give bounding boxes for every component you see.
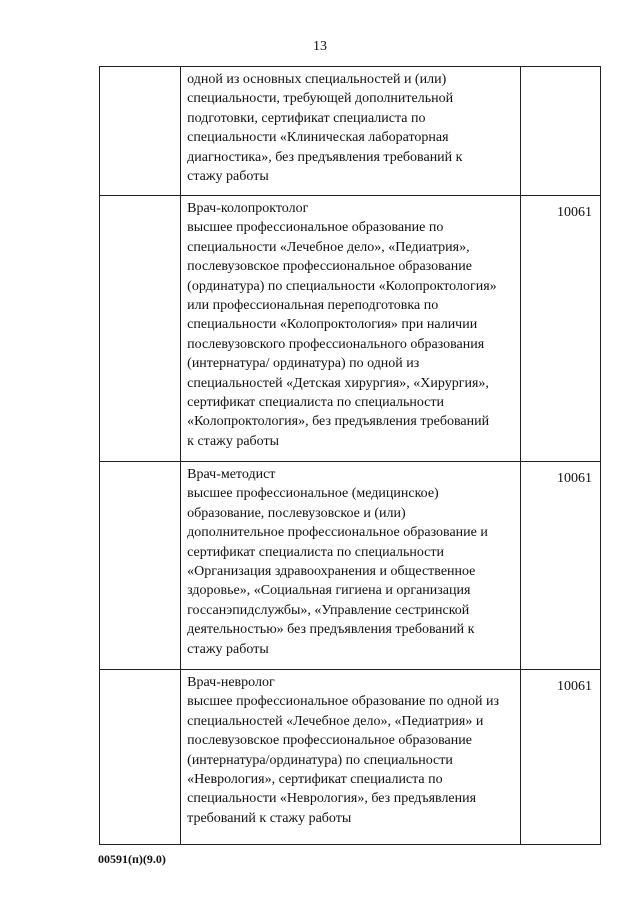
- qualification-text: Врач-невролог высшее профессиональное образование по одной из специальностей «Лечебное дело», «Педиатрия» и послевузовское профессиональное образование (интернатура/ординатура) по специальности «Неврология», сертификат специалиста по специальности «Неврология», без предъявления требований к стажу работы: [187, 675, 500, 826]
- qualification-cell: [181, 670, 521, 845]
- qualification-code: 10061: [557, 471, 592, 486]
- qualification-cell: [181, 196, 521, 462]
- empty-cell: [100, 67, 181, 196]
- qualification-cell: [181, 462, 521, 670]
- qualification-code: 10061: [557, 679, 592, 694]
- empty-cell: [100, 670, 181, 845]
- code-cell: [520, 67, 600, 196]
- qualification-table: [99, 66, 601, 845]
- code-cell: [520, 196, 600, 462]
- empty-cell: [100, 196, 181, 462]
- code-cell: [520, 462, 600, 670]
- code-cell: [520, 670, 600, 845]
- empty-cell: [100, 462, 181, 670]
- qualification-cell: [181, 67, 521, 196]
- qualification-code: 10061: [557, 205, 592, 220]
- table-row: [100, 462, 601, 670]
- qualification-code: [521, 67, 600, 74]
- page-number: 13: [313, 39, 327, 54]
- table-row: [100, 670, 601, 845]
- qualification-text: одной из основных специальностей и (или) специальности, требующей дополнительной подготовки, сертификат специалиста по специальности «Клиническая лабораторная диагностика», без предъявления требований к стажу работы: [187, 72, 463, 185]
- qualification-text: Врач-колопроктолог высшее профессиональное образование по специальности «Лечебное дело», «Педиатрия», послевузовское профессиональное образование (ординатура) по специальности «Колопроктология» или профессиональная переподготовка по специальности «Колопроктология» при наличии послевузовского профессионального образования (интернатура/ ординатура) по одной из специальностей «Детская хирургия», «Хирургия», сертификат специалиста по специальности «Колопроктология», без предъявления требований к стажу работы: [187, 201, 497, 449]
- qualification-text: Врач-методист высшее профессиональное (медицинское) образование, послевузовское и (или) дополнительное профессиональное образование и сертификат специалиста по специальности «Организация здравоохранения и общественное здоровье», «Социальная гигиена и организация госсанэпидслужбы», «Управление сестринской деятельностью» без предъявления требований к стажу работы: [187, 467, 488, 657]
- table-row: [100, 196, 601, 462]
- table-row: [100, 67, 601, 196]
- document-footer-code: 00591(п)(9.0): [98, 852, 166, 866]
